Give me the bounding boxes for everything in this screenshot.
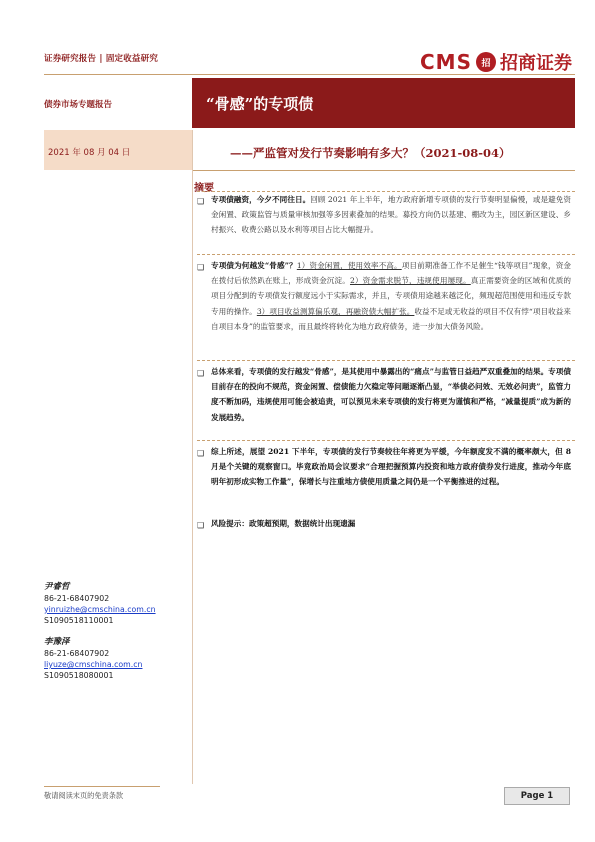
item-point-3: 3）项目收益测算偏乐观，再融资债大幅扩张。 <box>256 306 415 316</box>
risk-note <box>197 516 571 531</box>
disclaimer-text: 敬请阅读末页的免责条款 <box>44 791 124 800</box>
item-separator <box>197 254 575 255</box>
item-lead: 专项债为何越发“骨感”？ <box>211 261 297 270</box>
header-category: 证券研究报告 | 固定收益研究 <box>44 54 159 64</box>
bullet-box-icon: ❑ <box>197 263 205 272</box>
abstract-item-1 <box>197 192 571 238</box>
item-point-2: 2）资金需求脱节，违规使用屡现。 <box>349 276 471 286</box>
author-name: 李豫泽 <box>44 637 70 647</box>
bullet-box-icon: ❑ <box>197 197 205 206</box>
report-subtitle: ——严监管对发行节奏影响有多大？（2021-08-04） <box>230 146 511 160</box>
author-cert: S1090518080001 <box>44 671 114 680</box>
footer-rule <box>44 786 160 787</box>
report-date: 2021 年 08 月 04 日 <box>48 148 131 158</box>
abstract-item-3 <box>197 364 571 425</box>
subtitle-rule <box>192 170 575 171</box>
item-text: 回顾 2021 年上半年，地方政府新增专项债的发行节奏明显偏慢，或是避免资金闲置、政策监管与质量审核加强等多因素叠加的结果。募投方向仍以基建、棚改为主，园区新区建设、乡村振兴、收费公路以及水利等项目占比大幅提升。 <box>211 195 571 235</box>
author-card <box>44 582 156 626</box>
bullet-box-icon: ❑ <box>197 369 205 378</box>
item-lead: 总体来看，专项债的发行越发“骨感”，是其使用中暴露出的“痛点”与监管日益趋严双重叠加的结果。专项债目前存在的投向不规范，资金闲置、偿债能力欠稳定等问题逐渐凸显，“举债必问效、无效必问责”，监管力度不断加码，违规使用可能会被追责，可以预见未来专项债的发行将更为谨慎和严格，“减量提质”成为新的发展趋势。 <box>211 367 571 422</box>
abstract-item-4 <box>197 444 571 490</box>
item-point-1: 1）资金闲置，使用效率不高。 <box>296 261 402 270</box>
item-separator <box>197 440 575 441</box>
report-title: “骨感”的专项债 <box>206 95 314 113</box>
author-email[interactable]: liyuze@cmschina.com.cn <box>44 660 143 669</box>
author-cert: S1090518110001 <box>44 616 114 625</box>
item-separator <box>197 360 575 361</box>
report-type: 债券市场专题报告 <box>44 100 113 110</box>
author-card <box>44 637 142 681</box>
author-phone: 86-21-68407902 <box>44 649 110 658</box>
bullet-box-icon: ❑ <box>197 521 205 530</box>
item-point-3-text: 收益不足或无收益的项目不仅有悖“项目收益来自项目本身”的监管要求，而且最终将转化为地方政府债务，进一步加大债务风险。 <box>211 306 571 331</box>
item-lead: 专项债融资，今夕不同往日。 <box>211 195 311 204</box>
author-email[interactable]: yinruizhe@cmschina.com.cn <box>44 605 156 614</box>
author-name: 尹睿哲 <box>44 582 70 592</box>
column-divider <box>192 130 193 784</box>
item-lead: 综上所述，展望 2021 下半年，专项债的发行节奏较往年将更为平缓，今年额度发不满的概率颇大，但 8 月是个关键的观察窗口。毕竟政治局会议要求“合理把握预算内投资和地方政府债券发行进度，推动今年底明年初形成实物工作量”，保增长与注重地方债使用质量之间仍是一个平衡推进的过程。 <box>211 447 571 487</box>
abstract-label: 摘要 <box>194 183 214 194</box>
page-number: Page 1 <box>504 787 570 805</box>
top-rule <box>44 74 575 75</box>
risk-text: 风险提示：政策超预期，数据统计出现遗漏 <box>211 519 356 528</box>
logo-latin: CMS <box>420 50 472 74</box>
logo-chinese: 招商证券 <box>499 53 572 74</box>
author-phone: 86-21-68407902 <box>44 594 110 603</box>
bullet-box-icon: ❑ <box>197 449 205 458</box>
item-point-2-text: 真正需要资金的区域和优质的项目分配到的专项债发行额度远小于实际需求，并且，专项债用途越来越泛化，频现超范围使用和违反专款专用的操作。 <box>211 276 572 316</box>
item-point-1-text: 项目前期准备工作不足催生“钱等项目”现象，资金在拨付后依然趴在账上，形成资金沉淀。 <box>211 261 571 286</box>
logo-seal-icon: 招 <box>476 52 496 72</box>
abstract-item-2 <box>197 258 571 334</box>
